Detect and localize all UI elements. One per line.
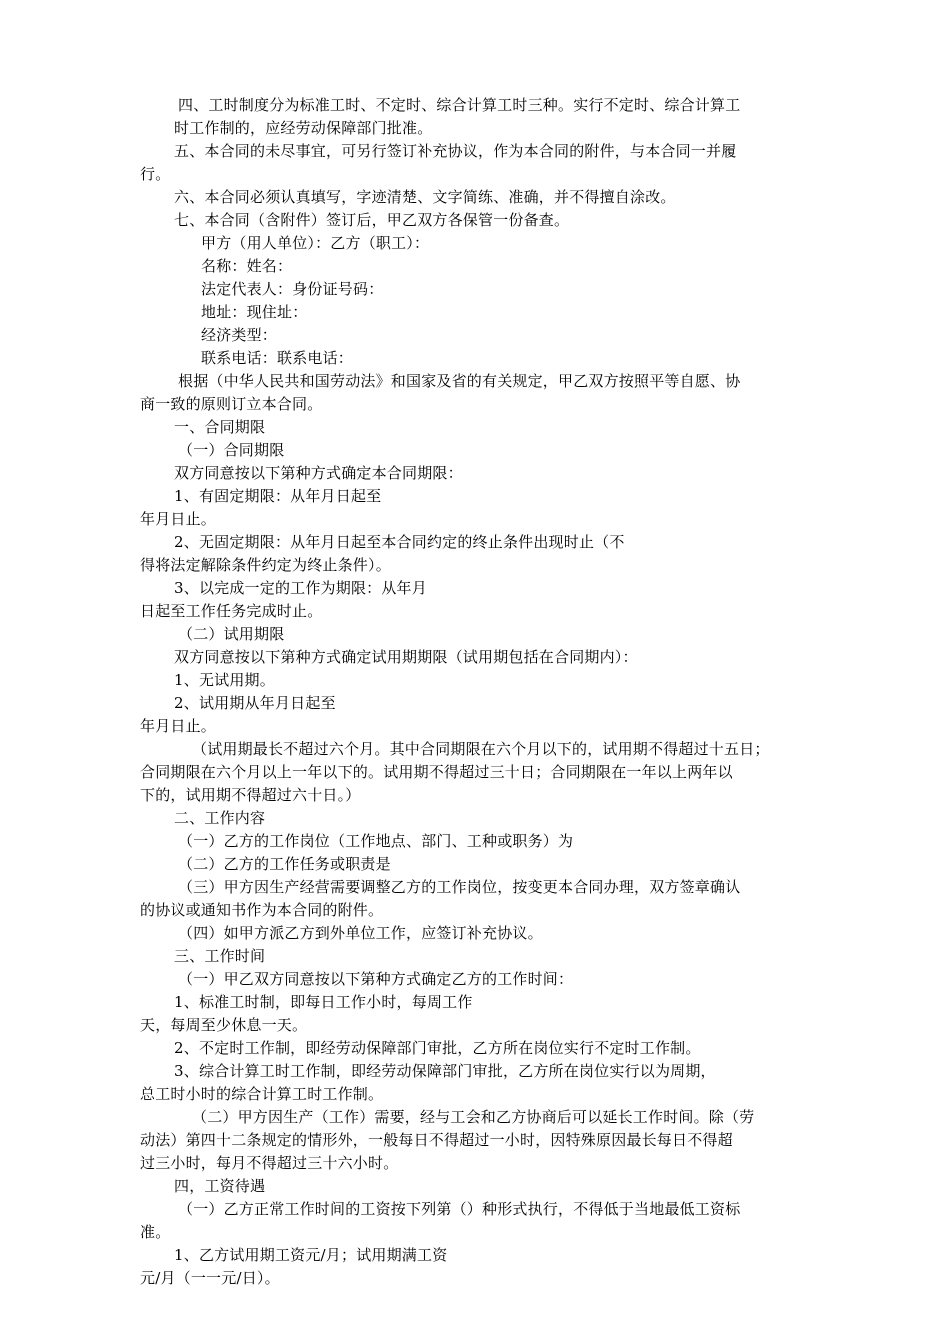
text-line: 地址：现住址： xyxy=(201,303,308,321)
text-line: 下的，试用期不得超过六十日。） xyxy=(140,786,361,804)
text-line: 年月日止。 xyxy=(140,717,217,735)
text-line: 2、无固定期限：从年月日起至本合同约定的终止条件出现时止（不 xyxy=(174,533,625,551)
text-line: 根据（中华人民共和国劳动法》和国家及省的有关规定，甲乙双方按照平等自愿、协 xyxy=(178,372,741,390)
text-line: 过三小时，每月不得超过三十六小时。 xyxy=(140,1154,399,1172)
text-line: 一、合同期限 xyxy=(174,418,266,436)
text-line: 年月日止。 xyxy=(140,510,217,528)
text-line: 行。 xyxy=(140,165,171,183)
text-line: 1、标准工时制，即每日工作小时，每周工作 xyxy=(174,993,473,1011)
text-line: 3、以完成一定的工作为期限：从年月 xyxy=(174,579,427,597)
text-line: 2、试用期从年月日起至 xyxy=(174,694,336,712)
text-line: 六、本合同必须认真填写，字迹清楚、文字简练、准确，并不得擅自涂改。 xyxy=(174,188,676,206)
text-line: 名称：姓名： xyxy=(201,257,293,275)
text-line: 四、工时制度分为标准工时、不定时、综合计算工时三种。实行不定时、综合计算工 xyxy=(178,96,741,114)
text-line: （二）试用期限 xyxy=(178,625,285,643)
text-line: （四）如甲方派乙方到外单位工作，应签订补充协议。 xyxy=(178,924,543,942)
text-line: （一）乙方的工作岗位（工作地点、部门、工种或职务）为 xyxy=(178,832,574,850)
text-line: 二、工作内容 xyxy=(174,809,266,827)
text-line: 得将法定解除条件约定为终止条件）。 xyxy=(140,556,391,574)
text-line: 五、本合同的未尽事宜，可另行签订补充协议，作为本合同的附件，与本合同一并履 xyxy=(174,142,737,160)
text-line: 双方同意按以下第种方式确定本合同期限： xyxy=(174,464,463,482)
text-line: 动法）第四十二条规定的情形外，一般每日不得超过一小时，因特殊原因最长每日不得超 xyxy=(140,1131,733,1149)
text-line: 合同期限在六个月以上一年以下的。试用期不得超过三十日；合同期限在一年以上两年以 xyxy=(140,763,733,781)
text-line: （二）乙方的工作任务或职责是 xyxy=(178,855,391,873)
text-line: 七、本合同（含附件）签订后，甲乙双方各保管一份备查。 xyxy=(174,211,570,229)
text-line: （一）乙方正常工作时间的工资按下列第（）种形式执行，不得低于当地最低工资标 xyxy=(178,1200,741,1218)
text-line: 经济类型： xyxy=(201,326,278,344)
text-line: 元/月（一一元/日）。 xyxy=(140,1269,280,1287)
text-line: 三、工作时间 xyxy=(174,947,266,965)
text-line: 双方同意按以下第种方式确定试用期期限（试用期包括在合同期内）： xyxy=(174,648,638,666)
text-line: 准。 xyxy=(140,1223,171,1241)
text-line: 天，每周至少休息一天。 xyxy=(140,1016,308,1034)
text-line: 1、乙方试用期工资元/月；试用期满工资 xyxy=(174,1246,448,1264)
text-line: 甲方（用人单位）：乙方（职工）： xyxy=(201,234,430,252)
text-line: 日起至工作任务完成时止。 xyxy=(140,602,323,620)
text-line: 总工时小时的综合计算工时工作制。 xyxy=(140,1085,384,1103)
text-line: 联系电话：联系电话： xyxy=(201,349,354,367)
text-line: 的协议或通知书作为本合同的附件。 xyxy=(140,901,384,919)
text-line: 2、不定时工作制，即经劳动保障部门审批，乙方所在岗位实行不定时工作制。 xyxy=(174,1039,701,1057)
text-line: （三）甲方因生产经营需要调整乙方的工作岗位，按变更本合同办理，双方签章确认 xyxy=(178,878,741,896)
text-line: （试用期最长不超过六个月。其中合同期限在六个月以下的，试用期不得超过十五日； xyxy=(192,740,770,758)
text-line: （二）甲方因生产（工作）需要，经与工会和乙方协商后可以延长工作时间。除（劳 xyxy=(192,1108,755,1126)
text-line: 法定代表人：身份证号码： xyxy=(201,280,384,298)
text-line: （一）甲乙双方同意按以下第种方式确定乙方的工作时间： xyxy=(178,970,574,988)
text-line: 四，工资待遇 xyxy=(174,1177,266,1195)
text-line: 时工作制的，应经劳动保障部门批准。 xyxy=(174,119,433,137)
text-line: 商一致的原则订立本合同。 xyxy=(140,395,323,413)
text-line: （一）合同期限 xyxy=(178,441,285,459)
text-line: 3、综合计算工时工作制，即经劳动保障部门审批，乙方所在岗位实行以为周期， xyxy=(174,1062,716,1080)
text-line: 1、无试用期。 xyxy=(174,671,275,689)
text-line: 1、有固定期限：从年月日起至 xyxy=(174,487,382,505)
